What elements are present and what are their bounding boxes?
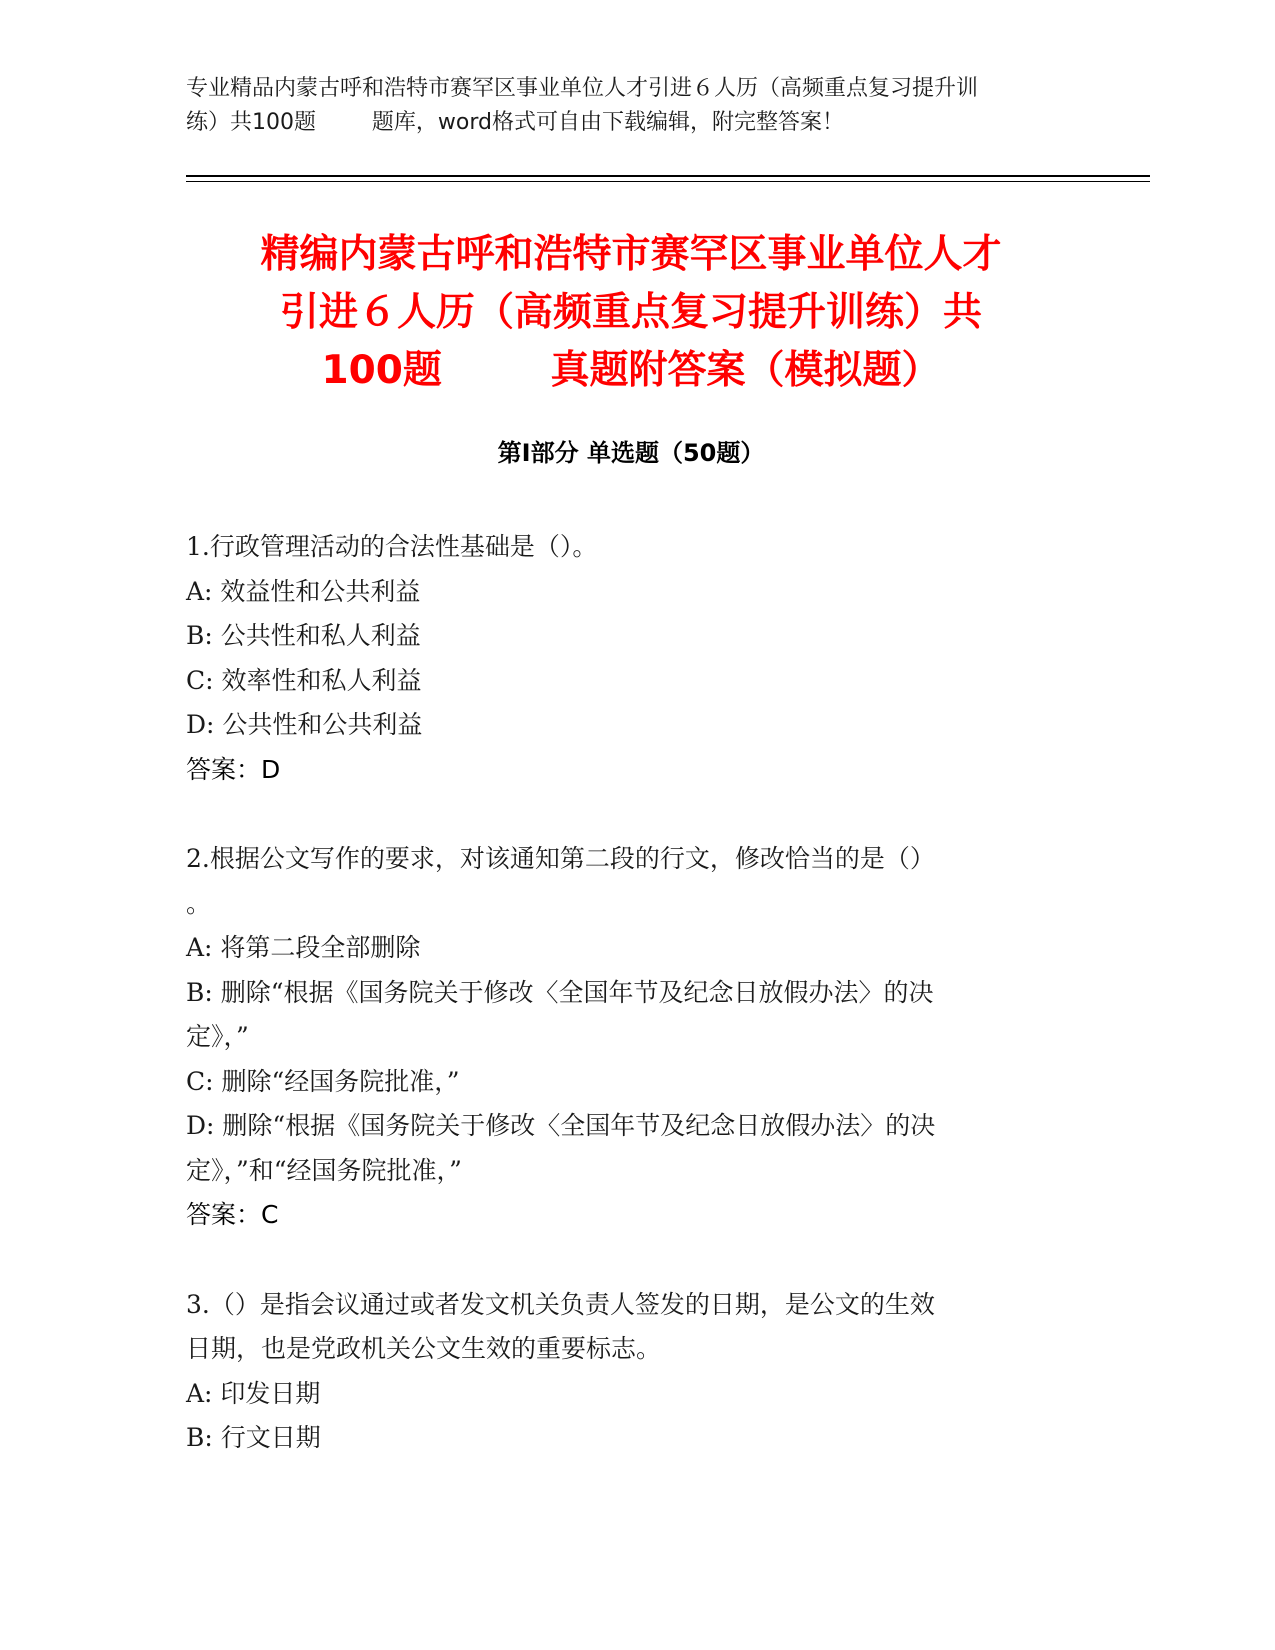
option-a: A: 效益性和公共利益 (186, 576, 421, 606)
answer: 答案：D (186, 754, 281, 784)
option-c: C: 效率性和私人利益 (186, 665, 422, 695)
section-heading: 第Ⅰ部分 单选题（50题） (497, 439, 765, 467)
option-a: A: 将第二段全部删除 (186, 933, 421, 962)
question-list (186, 525, 1086, 1506)
answer: 答案：C (186, 1200, 279, 1229)
option-b-cont: 定》，” (186, 1022, 249, 1051)
option-b: B: 行文日期 (186, 1423, 321, 1452)
option-b: B: 删除“根据《国务院关于修改〈全国年节及纪念日放假办法〉的决 (186, 977, 934, 1007)
question-stem: 3.（）是指会议通过或者发文机关负责人签发的日期，是公文的生效 (186, 1289, 935, 1319)
header-divider-thick (186, 175, 1150, 177)
question-stem: 1.行政管理活动的合法性基础是（）。 (186, 532, 598, 561)
option-d-cont: 定》，”和“经国务院批准，” (186, 1155, 462, 1185)
header-divider-thin (186, 181, 1150, 182)
option-c: C: 删除“经国务院批准，” (186, 1066, 460, 1096)
option-d: D: 删除“根据《国务院关于修改〈全国年节及纪念日放假办法〉的决 (186, 1111, 936, 1140)
question-3 (186, 1283, 1086, 1461)
option-b: B: 公共性和私人利益 (186, 621, 421, 650)
header-line-1: 专业精品内蒙古呼和浩特市赛罕区事业单位人才引进６人历（高频重点复习提升训 (186, 76, 979, 101)
title-line-1: 精编内蒙古呼和浩特市赛罕区事业单位人才 (260, 232, 1002, 277)
option-d: D: 公共性和公共利益 (186, 710, 423, 739)
question-stem: 2.根据公文写作的要求，对该通知第二段的行文，修改恰当的是（） (186, 844, 935, 873)
document-title (186, 226, 1076, 400)
title-line-3: 100题 真题附答案（模拟题） (321, 348, 941, 393)
question-stem-cont: 。 (186, 888, 212, 918)
option-a: A: 印发日期 (186, 1378, 321, 1408)
question-stem-cont: 日期，也是党政机关公文生效的重要标志。 (186, 1334, 662, 1363)
title-line-2: 引进６人历（高频重点复习提升训练）共 (279, 290, 982, 335)
page-header (186, 72, 1096, 140)
question-1 (186, 525, 1086, 792)
header-line-2: 练）共100题 题库，word格式可自由下载编辑，附完整答案！ (186, 110, 845, 135)
question-2 (186, 837, 1086, 1238)
